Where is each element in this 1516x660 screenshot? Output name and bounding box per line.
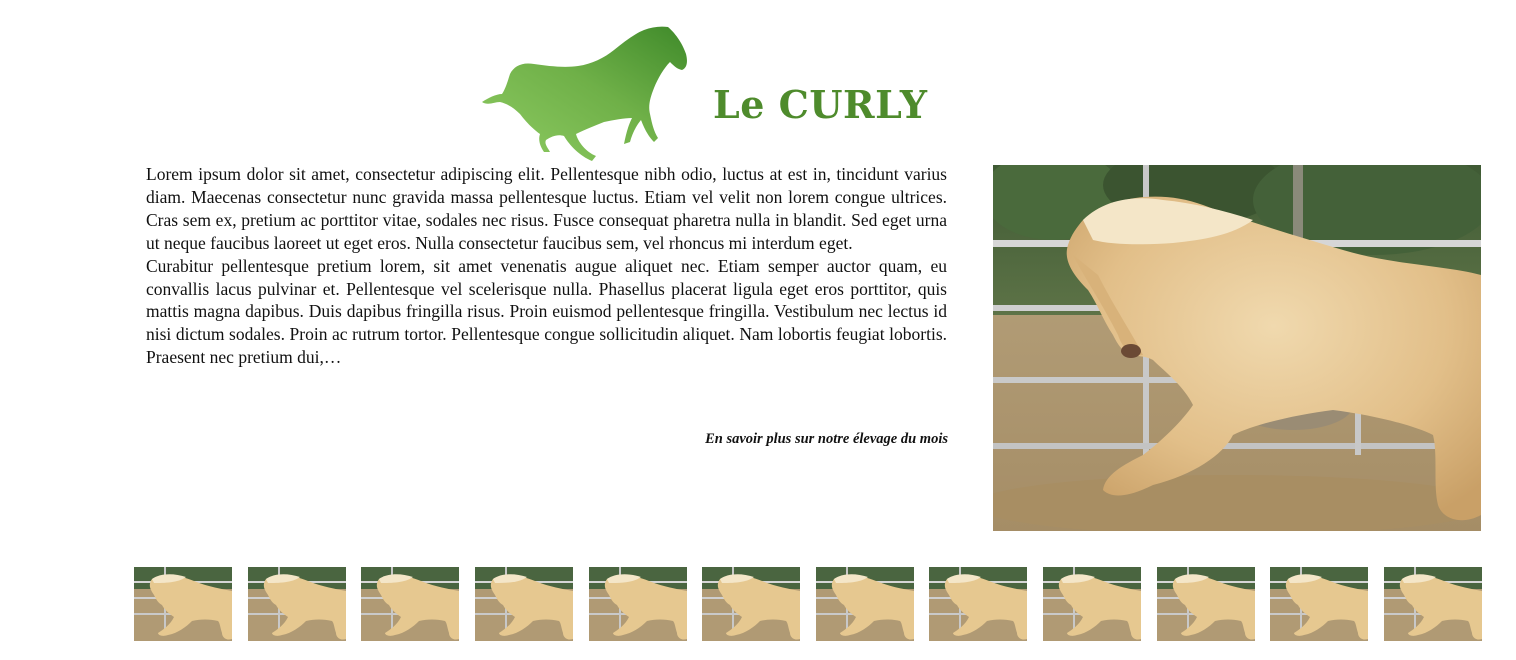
curly-horse-thumbnail[interactable]	[134, 567, 232, 641]
curly-horse-thumbnail[interactable]	[1270, 567, 1368, 641]
page-title: Le CURLY	[713, 82, 928, 127]
curly-horse-thumbnail[interactable]	[1157, 567, 1255, 641]
curly-horse-thumbnail[interactable]	[929, 567, 1027, 641]
curly-horse-photo	[993, 165, 1481, 531]
article-text	[146, 163, 947, 369]
galloping-horse-icon	[478, 22, 692, 162]
learn-more-link[interactable]: En savoir plus sur notre élevage du mois	[705, 431, 948, 447]
curly-horse-thumbnail[interactable]	[1384, 567, 1482, 641]
curly-horse-thumbnail[interactable]	[816, 567, 914, 641]
curly-horse-thumbnail[interactable]	[361, 567, 459, 641]
curly-horse-thumbnail[interactable]	[475, 567, 573, 641]
thumbnail-strip	[134, 567, 1482, 641]
curly-horse-thumbnail[interactable]	[589, 567, 687, 641]
page-header	[478, 22, 928, 164]
article-paragraph: Lorem ipsum dolor sit amet, consectetur adipiscing elit. Pellentesque nibh odio, luctus at est in, tincidunt varius diam. Maecenas consectetur nunc gravida massa pellentesque luctus. Etiam vel velit non lorem congue ultrices. Cras sem ex, pretium ac porttitor vitae, sodales nec risus. Fusce consequat pharetra nulla in blandit. Sed eget urna ut neque faucibus laoreet ut eget eros. Nulla consectetur faucibus sem, vel rhoncus mi interdum eget.	[146, 164, 947, 253]
curly-horse-thumbnail[interactable]	[702, 567, 800, 641]
curly-horse-thumbnail[interactable]	[248, 567, 346, 641]
article-paragraph: Curabitur pellentesque pretium lorem, sit amet venenatis augue aliquet nec. Etiam semper auctor quam, eu convallis lacus pulvinar et. Pellentesque vel scelerisque nulla. Phasellus placerat ligula eget eros porttitor, quis mattis magna dapibus. Duis dapibus fringilla risus. Proin euismod pellentesque fringilla. Vestibulum nec lectus id nisi dictum sodales. Proin ac rutrum tortor. Pellentesque congue sollicitudin aliquet. Nam lobortis feugiat lobortis. Praesent nec pretium dui,…	[146, 255, 947, 368]
curly-horse-thumbnail[interactable]	[1043, 567, 1141, 641]
